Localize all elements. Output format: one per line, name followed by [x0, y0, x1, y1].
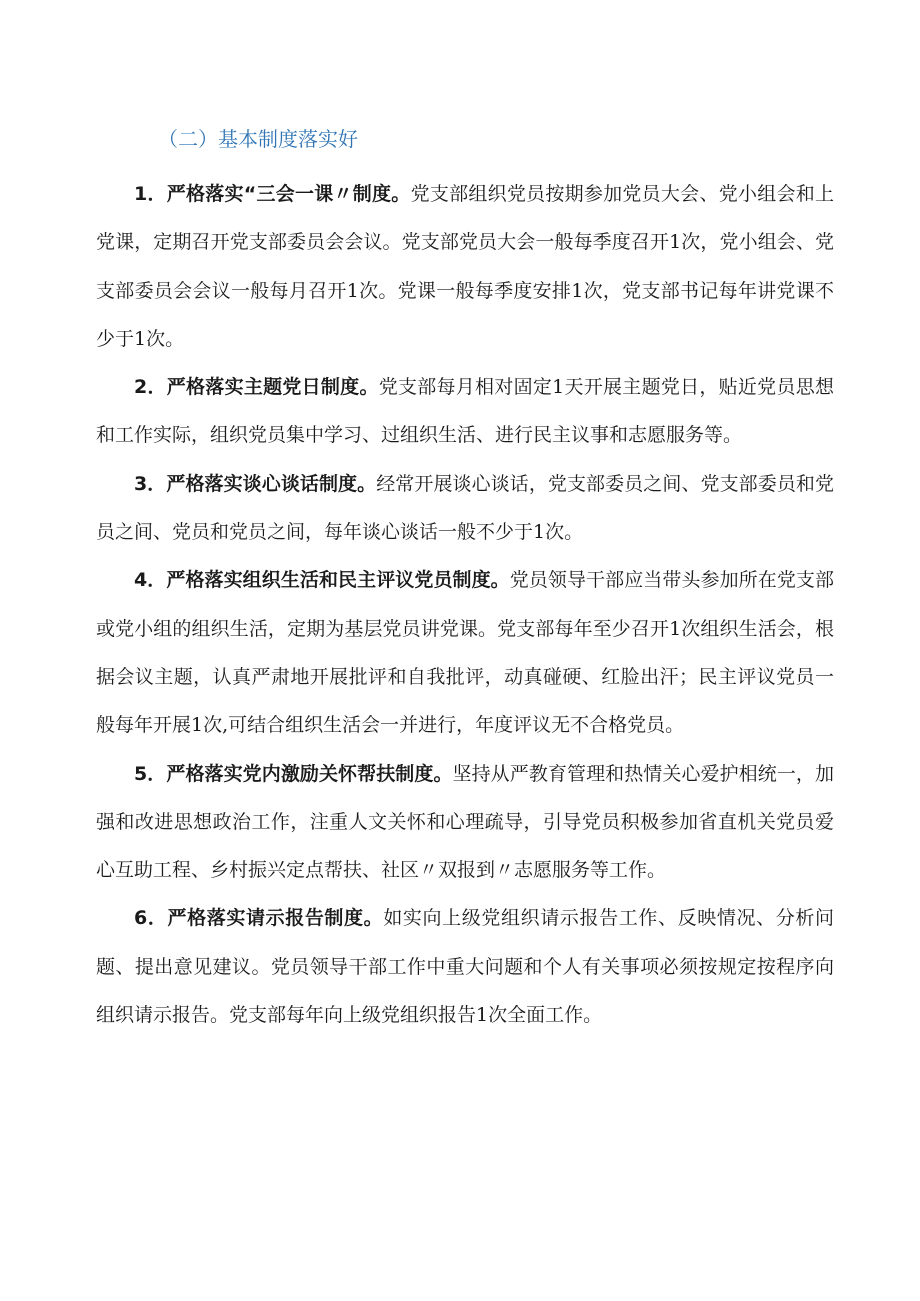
- paragraph-1-lead: 1．严格落实“三会一课〃制度。: [134, 183, 411, 205]
- paragraph-1: [96, 170, 834, 363]
- paragraph-2-text: 党支部每月相对固定1天开展主题党日，贴近党员思想和工作实际，组织党员集中学习、过组织生活、进行民主议事和志愿服务等。: [96, 376, 834, 447]
- paragraph-2: [96, 363, 834, 460]
- paragraph-5: [96, 750, 834, 895]
- paragraph-5-text: 坚持从严教育管理和热情关心爱护相统一，加强和改进思想政治工作，注重人文关怀和心理疏导，引导党员积极参加省直机关党员爱心互助工程、乡村振兴定点帮扶、社区〃双报到〃志愿服务等工作。: [96, 762, 834, 882]
- paragraph-4: [96, 556, 834, 749]
- section-heading: （二）基本制度落实好: [158, 127, 358, 151]
- paragraph-6-text: 如实向上级党组织请示报告工作、反映情况、分析问题、提出意见建议。党员领导干部工作中重大问题和个人有关事项必须按规定按程序向组织请示报告。党支部每年向上级党组织报告1次全面工作。: [96, 907, 834, 1027]
- paragraph-3: [96, 460, 834, 557]
- paragraph-6-lead: 6．严格落实请示报告制度。: [134, 907, 384, 930]
- paragraph-4-text: 党员领导干部应当带头参加所在党支部或党小组的组织生活，定期为基层党员讲党课。党支部每年至少召开1次组织生活会，根据会议主题，认真严肃地开展批评和自我批评，动真碰硬、红脸出汗；民主评议党员一般每年开展1次,可结合组织生活会一并进行，年度评议无不合格党员。: [96, 569, 834, 737]
- document-body: [96, 170, 834, 1039]
- paragraph-1-text: 党支部组织党员按期参加党员大会、党小组会和上党课，定期召开党支部委员会会议。党支部党员大会一般每季度召开1次，党小组会、党支部委员会会议一般每月召开1次。党课一般每季度安排1次，党支部书记每年讲党课不少于1次。: [96, 183, 834, 350]
- paragraph-4-lead: 4．严格落实组织生活和民主评议党员制度。: [134, 569, 510, 592]
- paragraph-6: [96, 894, 834, 1039]
- paragraph-2-lead: 2．严格落实主题党日制度。: [134, 376, 379, 399]
- paragraph-5-lead: 5．严格落实党内激励关怀帮扶制度。: [134, 762, 453, 785]
- paragraph-3-text: 经常开展谈心谈话，党支部委员之间、党支部委员和党员之间、党员和党员之间，每年谈心谈话一般不少于1次。: [96, 472, 834, 544]
- paragraph-3-lead: 3．严格落实谈心谈话制度。: [134, 472, 377, 495]
